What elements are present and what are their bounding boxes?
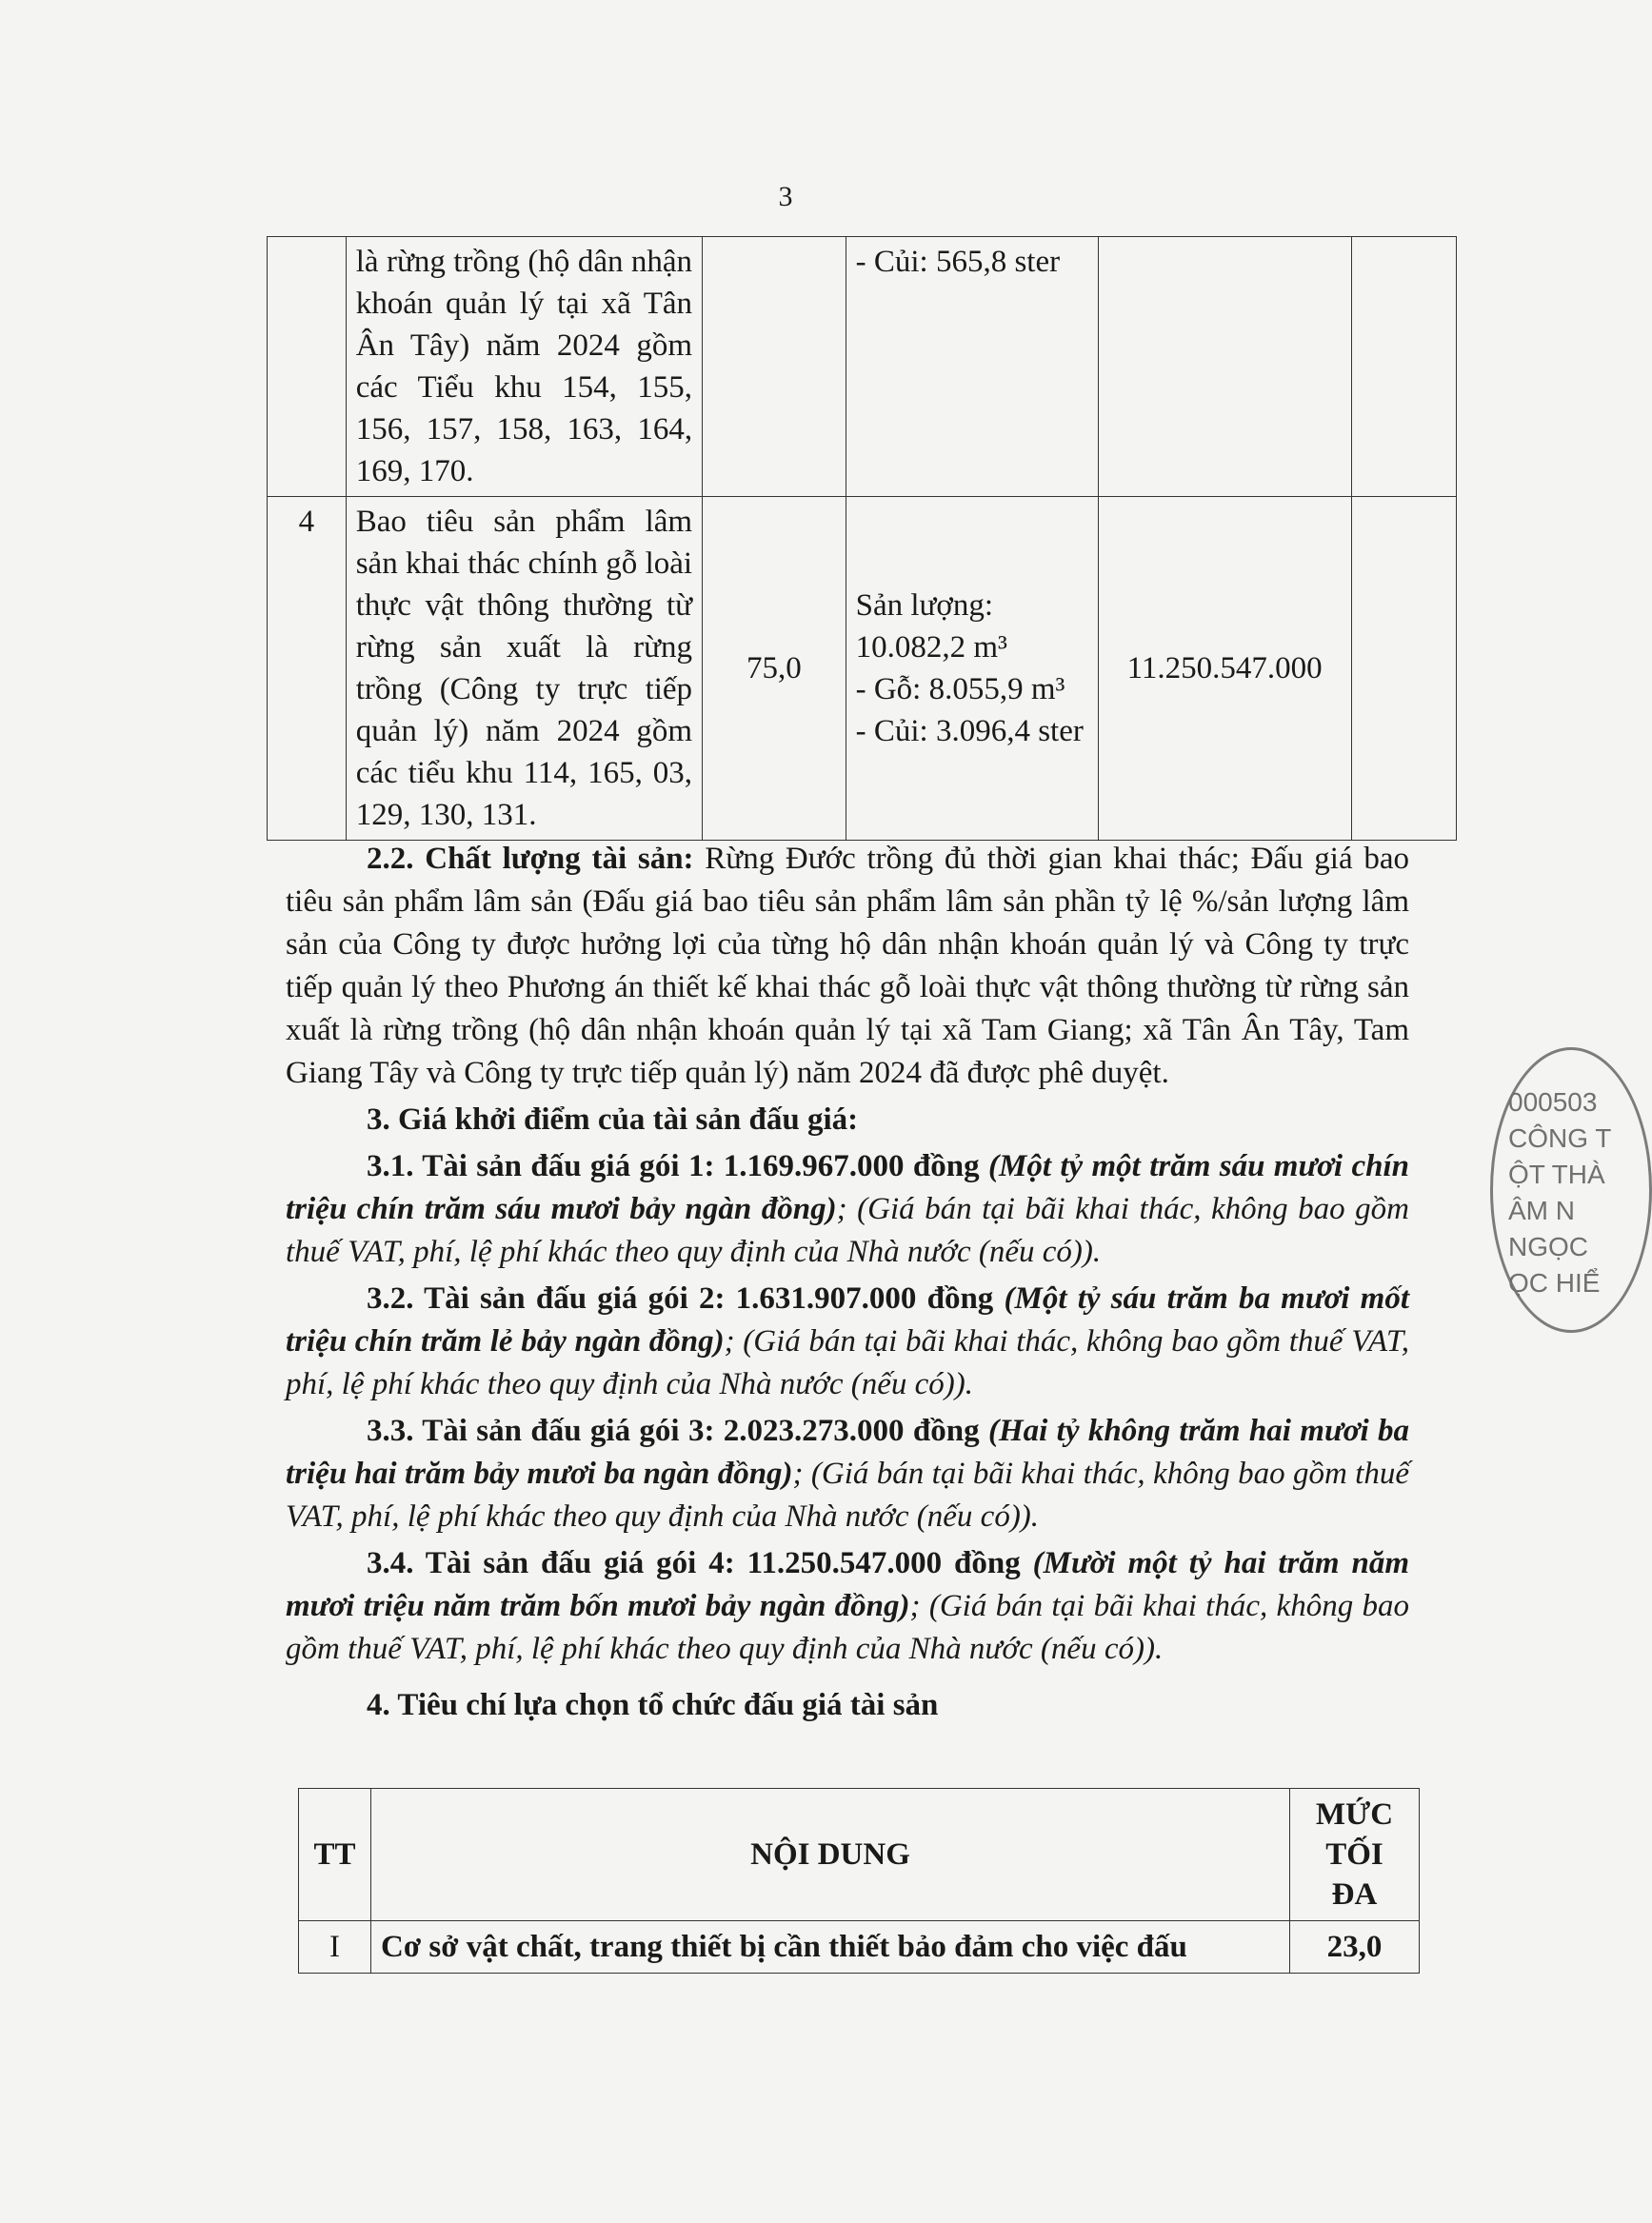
package-label: 3.3. Tài sản đấu giá gói 3: 2.023.273.000 đồng — [367, 1414, 980, 1448]
quality-label: 2.2. Chất lượng tài sản: — [367, 842, 694, 876]
package-words: (Một tỷ một trăm sáu mươi chín triệu chín trăm sáu mươi bảy ngàn đồng) — [286, 1149, 1409, 1226]
table-row — [268, 237, 1457, 497]
package-note: ; (Giá bán tại bãi khai thác, không bao gồm thuế VAT, phí, lệ phí khác theo quy định của Nhà nước (nếu có)). — [286, 1589, 1410, 1666]
criteria-max: 23,0 — [1290, 1921, 1420, 1974]
asset-volume — [846, 237, 1098, 497]
package-words: (Một tỷ sáu trăm ba mươi mốt triệu chín trăm lẻ bảy ngàn đồng) — [286, 1281, 1409, 1359]
package-note: ; (Giá bán tại bãi khai thác, không bao gồm thuế VAT, phí, lệ phí khác theo quy định của Nhà nước (nếu có)). — [286, 1192, 1410, 1269]
asset-table — [267, 236, 1457, 841]
document-body — [286, 838, 1409, 1731]
stamp-line: NGỌC — [1508, 1232, 1588, 1261]
asset-price — [1098, 237, 1351, 497]
package-paragraph — [286, 1278, 1409, 1406]
table-row — [268, 497, 1457, 841]
package-words: (Mười một tỷ hai trăm năm mươi triệu năm trăm bốn mươi bảy ngàn đồng) — [286, 1546, 1409, 1623]
asset-volume — [846, 497, 1098, 841]
package-paragraph — [286, 1145, 1409, 1274]
row-number — [268, 237, 347, 497]
package-note: ; (Giá bán tại bãi khai thác, không bao gồm thuế VAT, phí, lệ phí khác theo quy định của Nhà nước (nếu có)). — [286, 1324, 1409, 1401]
stamp-line: ỘT THÀ — [1508, 1160, 1605, 1189]
criteria-number: I — [299, 1921, 371, 1974]
asset-percent — [703, 237, 846, 497]
stamp-line: ỌC HIỂ — [1508, 1268, 1601, 1298]
page-number: 3 — [778, 181, 793, 212]
stamp-line: CÔNG T — [1508, 1123, 1612, 1153]
package-label: 3.2. Tài sản đấu giá gói 2: 1.631.907.000 đồng — [367, 1281, 994, 1316]
section4-title: 4. Tiêu chí lựa chọn tổ chức đấu giá tài sản — [367, 1688, 939, 1722]
quality-text: Rừng Đước trồng đủ thời gian khai thác; Đấu giá bao tiêu sản phẩm lâm sản (Đấu giá bao tiêu sản phẩm lâm sản phần tỷ lệ %/sản lượng lâm sản của Công ty được hưởng lợi của từng hộ dân nhận khoán quản lý và Công ty trực tiếp quản lý theo Phương án thiết kế khai thác gỗ loài thực vật thông thường từ rừng sản xuất là rừng trồng (hộ dân nhận khoán quản lý tại xã Tam Giang; xã Tân Ân Tây, Tam Giang Tây và Công ty trực tiếp quản lý) năm 2024 đã được phê duyệt. — [286, 842, 1409, 1090]
asset-percent: 75,0 — [703, 497, 846, 841]
quality-paragraph — [286, 838, 1409, 1095]
criteria-table — [298, 1788, 1420, 1974]
package-paragraph — [286, 1542, 1409, 1671]
package-words: (Hai tỷ không trăm hai mươi ba triệu hai trăm bảy mươi ba ngàn đồng) — [286, 1414, 1409, 1491]
asset-note — [1351, 237, 1456, 497]
header-max: MỨC TỐI ĐA — [1290, 1789, 1420, 1921]
table-header-row — [299, 1789, 1420, 1921]
asset-note — [1351, 497, 1456, 841]
asset-price: 11.250.547.000 — [1098, 497, 1351, 841]
package-label: 3.4. Tài sản đấu giá gói 4: 11.250.547.000 đồng — [367, 1546, 1021, 1580]
table-row — [299, 1921, 1420, 1974]
company-stamp — [1490, 1047, 1652, 1333]
volume-line: Sản lượng: 10.082,2 m³ — [855, 588, 1007, 665]
asset-name: Bao tiêu sản phẩm lâm sản khai thác chính gỗ loài thực vật thông thường từ rừng sản xuất là rừng trồng (Công ty trực tiếp quản lý) năm 2024 gồm các tiểu khu 114, 165, 03, 129, 130, 131. — [346, 497, 702, 841]
package-note: ; (Giá bán tại bãi khai thác, không bao gồm thuế VAT, phí, lệ phí khác theo quy định của Nhà nước (nếu có)). — [286, 1457, 1409, 1534]
volume-line: - Gỗ: 8.055,9 m³ — [855, 672, 1065, 706]
asset-name: là rừng trồng (hộ dân nhận khoán quản lý tại xã Tân Ân Tây) năm 2024 gồm các Tiểu khu 154, 155, 156, 157, 158, 163, 164, 169, 170. — [346, 237, 702, 497]
row-number: 4 — [268, 497, 347, 841]
criteria-text: Cơ sở vật chất, trang thiết bị cần thiết bảo đảm cho việc đấu — [371, 1921, 1290, 1974]
header-tt: TT — [299, 1789, 371, 1921]
stamp-line: ÂM N — [1508, 1196, 1575, 1225]
volume-line: - Củi: 565,8 ster — [855, 245, 1061, 279]
volume-line: - Củi: 3.096,4 ster — [855, 714, 1084, 748]
stamp-line: 000503 — [1508, 1087, 1598, 1117]
package-paragraph — [286, 1410, 1409, 1538]
header-content: NỘI DUNG — [371, 1789, 1290, 1921]
package-label: 3.1. Tài sản đấu giá gói 1: 1.169.967.000 đồng — [367, 1149, 980, 1183]
section3-title: 3. Giá khởi điểm của tài sản đấu giá: — [367, 1102, 859, 1137]
